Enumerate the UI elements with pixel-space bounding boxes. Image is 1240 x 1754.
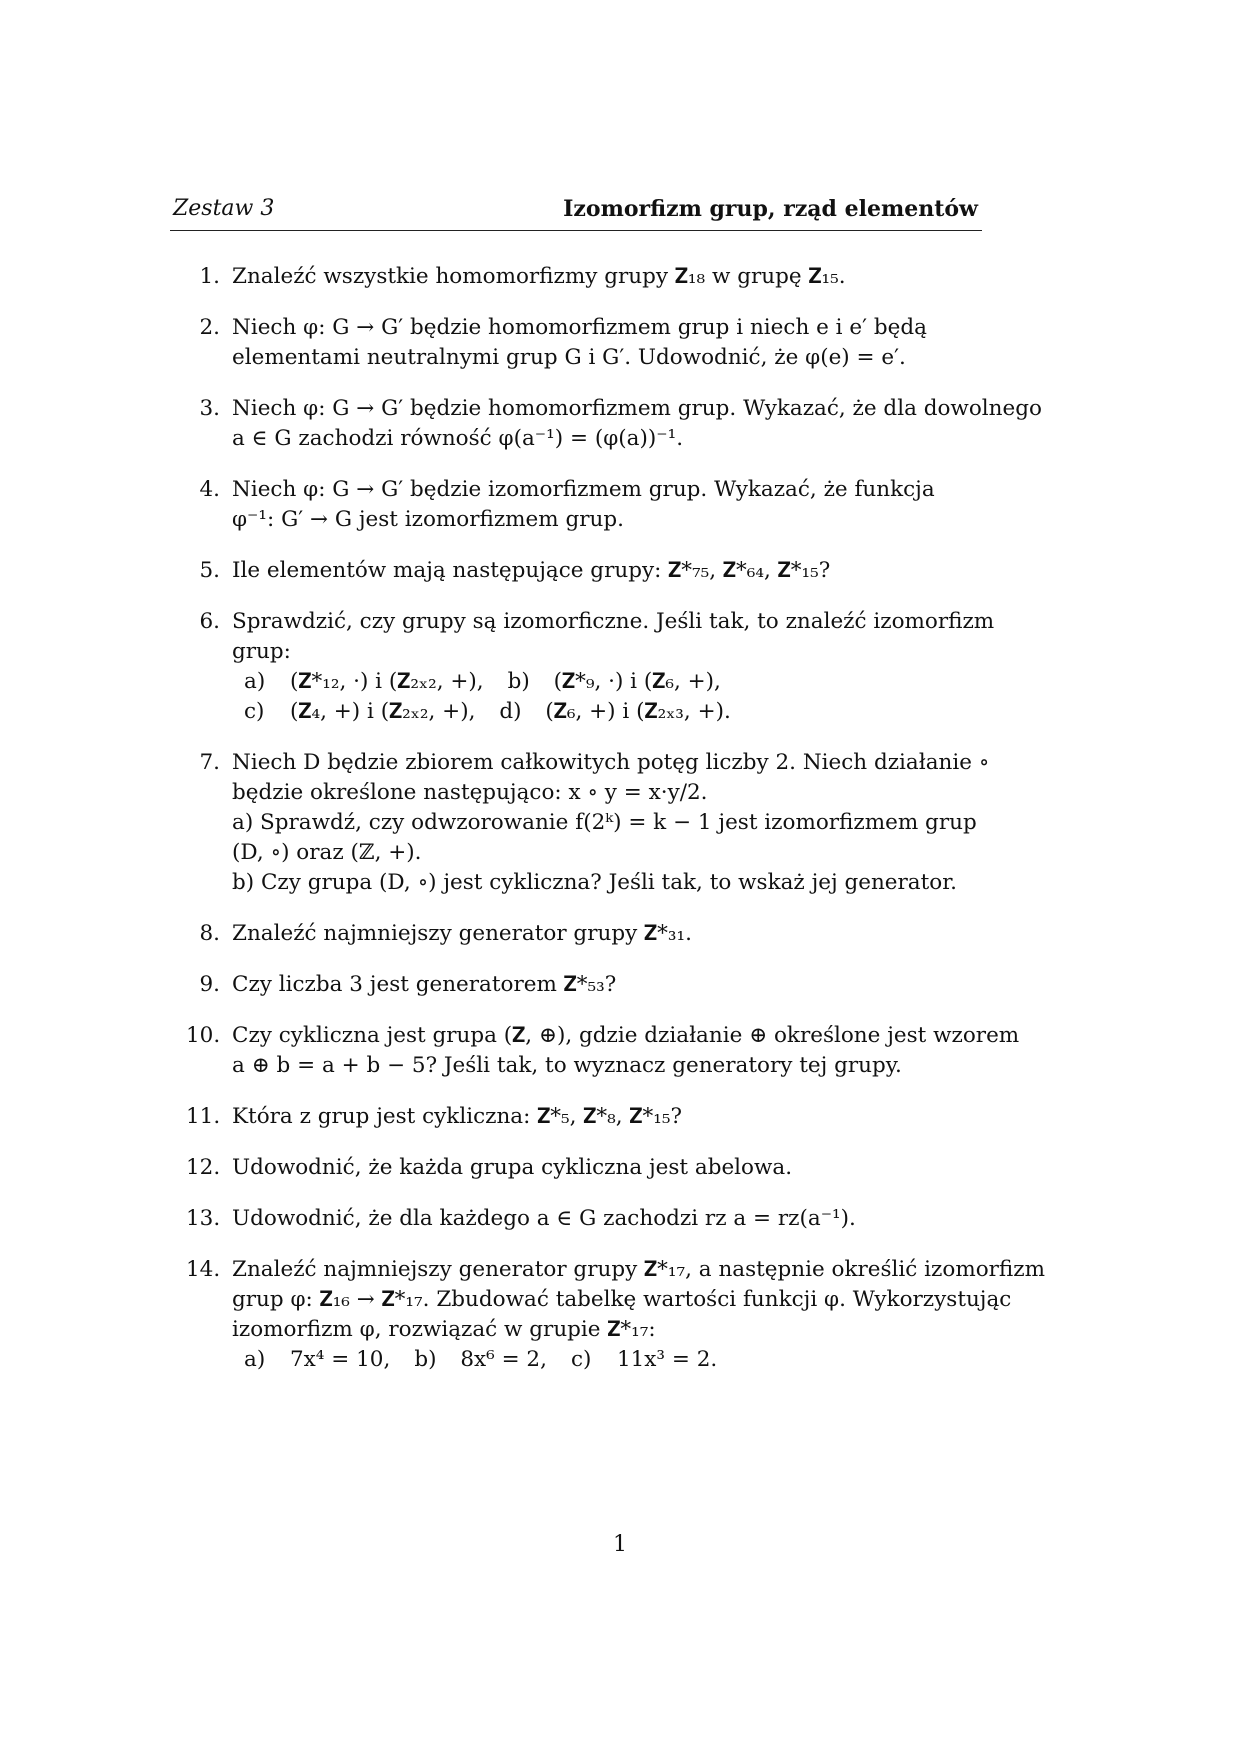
problem-item — [186, 262, 1016, 292]
problem-number: 11. — [186, 1104, 221, 1129]
header-title: Izomorfizm grup, rząd elementów — [563, 196, 978, 222]
problem-item — [186, 748, 1016, 898]
problem-number: 13. — [186, 1206, 221, 1231]
problem-text-line: będzie określone następująco: x ∘ y = x·y/2. — [232, 780, 708, 805]
problem-text-line: Niech D będzie zbiorem całkowitych potęg liczby 2. Niech działanie ∘ — [232, 750, 990, 775]
header-set-label: Zestaw 3 — [173, 196, 275, 221]
problem-text-line: φ⁻¹: G′ → G jest izomorfizmem grup. — [232, 507, 624, 532]
subproblem-label: b) — [414, 1347, 437, 1372]
subproblem-label: c) — [570, 1347, 592, 1372]
problem-text-line: grup φ: 𝐙₁₆ → 𝐙*₁₇. Zbudować tabelkę wartości funkcji φ. Wykorzystując — [232, 1287, 1012, 1312]
problem-item — [186, 1255, 1045, 1375]
problem-number: 8. — [199, 921, 220, 946]
problem-item — [186, 1102, 1016, 1132]
subproblem-text: (𝐙₆, +) i (𝐙₂ₓ₃, +). — [545, 699, 731, 724]
problem-number: 10. — [186, 1023, 221, 1048]
problem-item — [186, 970, 1016, 1000]
problem-text-line: Niech φ: G → G′ będzie homomorfizmem grup i niech e i e′ będą — [232, 315, 927, 340]
problem-item — [186, 313, 1016, 373]
problem-list — [186, 262, 1045, 1396]
problem-text-line: Niech φ: G → G′ będzie homomorfizmem grup. Wykazać, że dla dowolnego — [232, 396, 1042, 421]
problem-text-line: Znaleźć najmniejszy generator grupy 𝐙*₃₁. — [232, 921, 692, 946]
page-number: 1 — [613, 1532, 627, 1557]
problem-text-line: Ile elementów mają następujące grupy: 𝐙*₇₅, 𝐙*₆₄, 𝐙*₁₅? — [232, 558, 831, 583]
subproblem-row — [232, 1345, 1016, 1375]
problem-text-line: Znaleźć wszystkie homomorfizmy grupy 𝐙₁₈ w grupę 𝐙₁₅. — [232, 264, 846, 289]
problem-text-line: Udowodnić, że dla każdego a ∈ G zachodzi rz a = rz(a⁻¹). — [232, 1206, 856, 1231]
problem-item — [186, 394, 1042, 454]
problem-item — [186, 1204, 1016, 1234]
subproblem-text: 7x⁴ = 10, — [290, 1347, 391, 1372]
problem-text-line: b) Czy grupa (D, ∘) jest cykliczna? Jeśli tak, to wskaż jej generator. — [232, 870, 957, 895]
subproblem-text: (𝐙₄, +) i (𝐙₂ₓ₂, +), — [290, 699, 476, 724]
problem-text-line: Czy liczba 3 jest generatorem 𝐙*₅₃? — [232, 972, 617, 997]
problem-item — [186, 475, 1016, 535]
subproblem-row — [232, 697, 1016, 727]
problem-number: 6. — [199, 609, 220, 634]
subproblem-text: 11x³ = 2. — [616, 1347, 718, 1372]
problem-number: 7. — [199, 750, 220, 775]
subproblem-text: 8x⁶ = 2, — [460, 1347, 547, 1372]
problem-number: 4. — [199, 477, 220, 502]
problem-text-line: a ⊕ b = a + b − 5? Jeśli tak, to wyznacz generatory tej grupy. — [232, 1053, 902, 1078]
problem-number: 9. — [199, 972, 220, 997]
problem-text-line: a ∈ G zachodzi równość φ(a⁻¹) = (φ(a))⁻¹. — [232, 426, 684, 451]
subproblem-label: a) — [244, 1347, 266, 1372]
problem-text-line: Udowodnić, że każda grupa cykliczna jest abelowa. — [232, 1155, 793, 1180]
problem-item — [186, 556, 1016, 586]
subproblem-label: d) — [499, 699, 522, 724]
problem-text-line: Która z grup jest cykliczna: 𝐙*₅, 𝐙*₈, 𝐙*₁₅? — [232, 1104, 683, 1129]
subproblem-label: b) — [507, 669, 530, 694]
problem-text-line: elementami neutralnymi grup G i G′. Udowodnić, że φ(e) = e′. — [232, 345, 906, 370]
problem-number: 3. — [199, 396, 220, 421]
subproblem-label: a) — [244, 669, 266, 694]
problem-text-line: Znaleźć najmniejszy generator grupy 𝐙*₁₇, a następnie określić izomorfizm — [232, 1257, 1045, 1282]
problem-item — [186, 1153, 1016, 1183]
problem-text-line: Czy cykliczna jest grupa (𝐙, ⊕), gdzie działanie ⊕ określone jest wzorem — [232, 1023, 1020, 1048]
problem-text-line: (D, ∘) oraz (ℤ, +). — [232, 840, 422, 865]
problem-number: 2. — [199, 315, 220, 340]
problem-text-line: grup: — [232, 639, 291, 664]
subproblem-row — [232, 667, 1016, 697]
subproblem-text: (𝐙*₉, ·) i (𝐙₆, +), — [553, 669, 721, 694]
problem-item — [186, 1021, 1020, 1081]
problem-item — [186, 919, 1016, 949]
problem-text-line: a) Sprawdź, czy odwzorowanie f(2ᵏ) = k − 1 jest izomorfizmem grup — [232, 810, 977, 835]
problem-text-line: Sprawdzić, czy grupy są izomorficzne. Jeśli tak, to znaleźć izomorfizm — [232, 609, 995, 634]
problem-number: 1. — [199, 264, 220, 289]
subproblem-text: (𝐙*₁₂, ·) i (𝐙₂ₓ₂, +), — [290, 669, 484, 694]
problem-number: 12. — [186, 1155, 221, 1180]
problem-number: 5. — [199, 558, 220, 583]
problem-text-line: izomorfizm φ, rozwiązać w grupie 𝐙*₁₇: — [232, 1317, 656, 1342]
problem-number: 14. — [186, 1257, 221, 1282]
page-header — [170, 196, 982, 231]
problem-item — [186, 607, 1016, 727]
subproblem-label: c) — [244, 699, 265, 724]
problem-text-line: Niech φ: G → G′ będzie izomorfizmem grup. Wykazać, że funkcja — [232, 477, 935, 502]
